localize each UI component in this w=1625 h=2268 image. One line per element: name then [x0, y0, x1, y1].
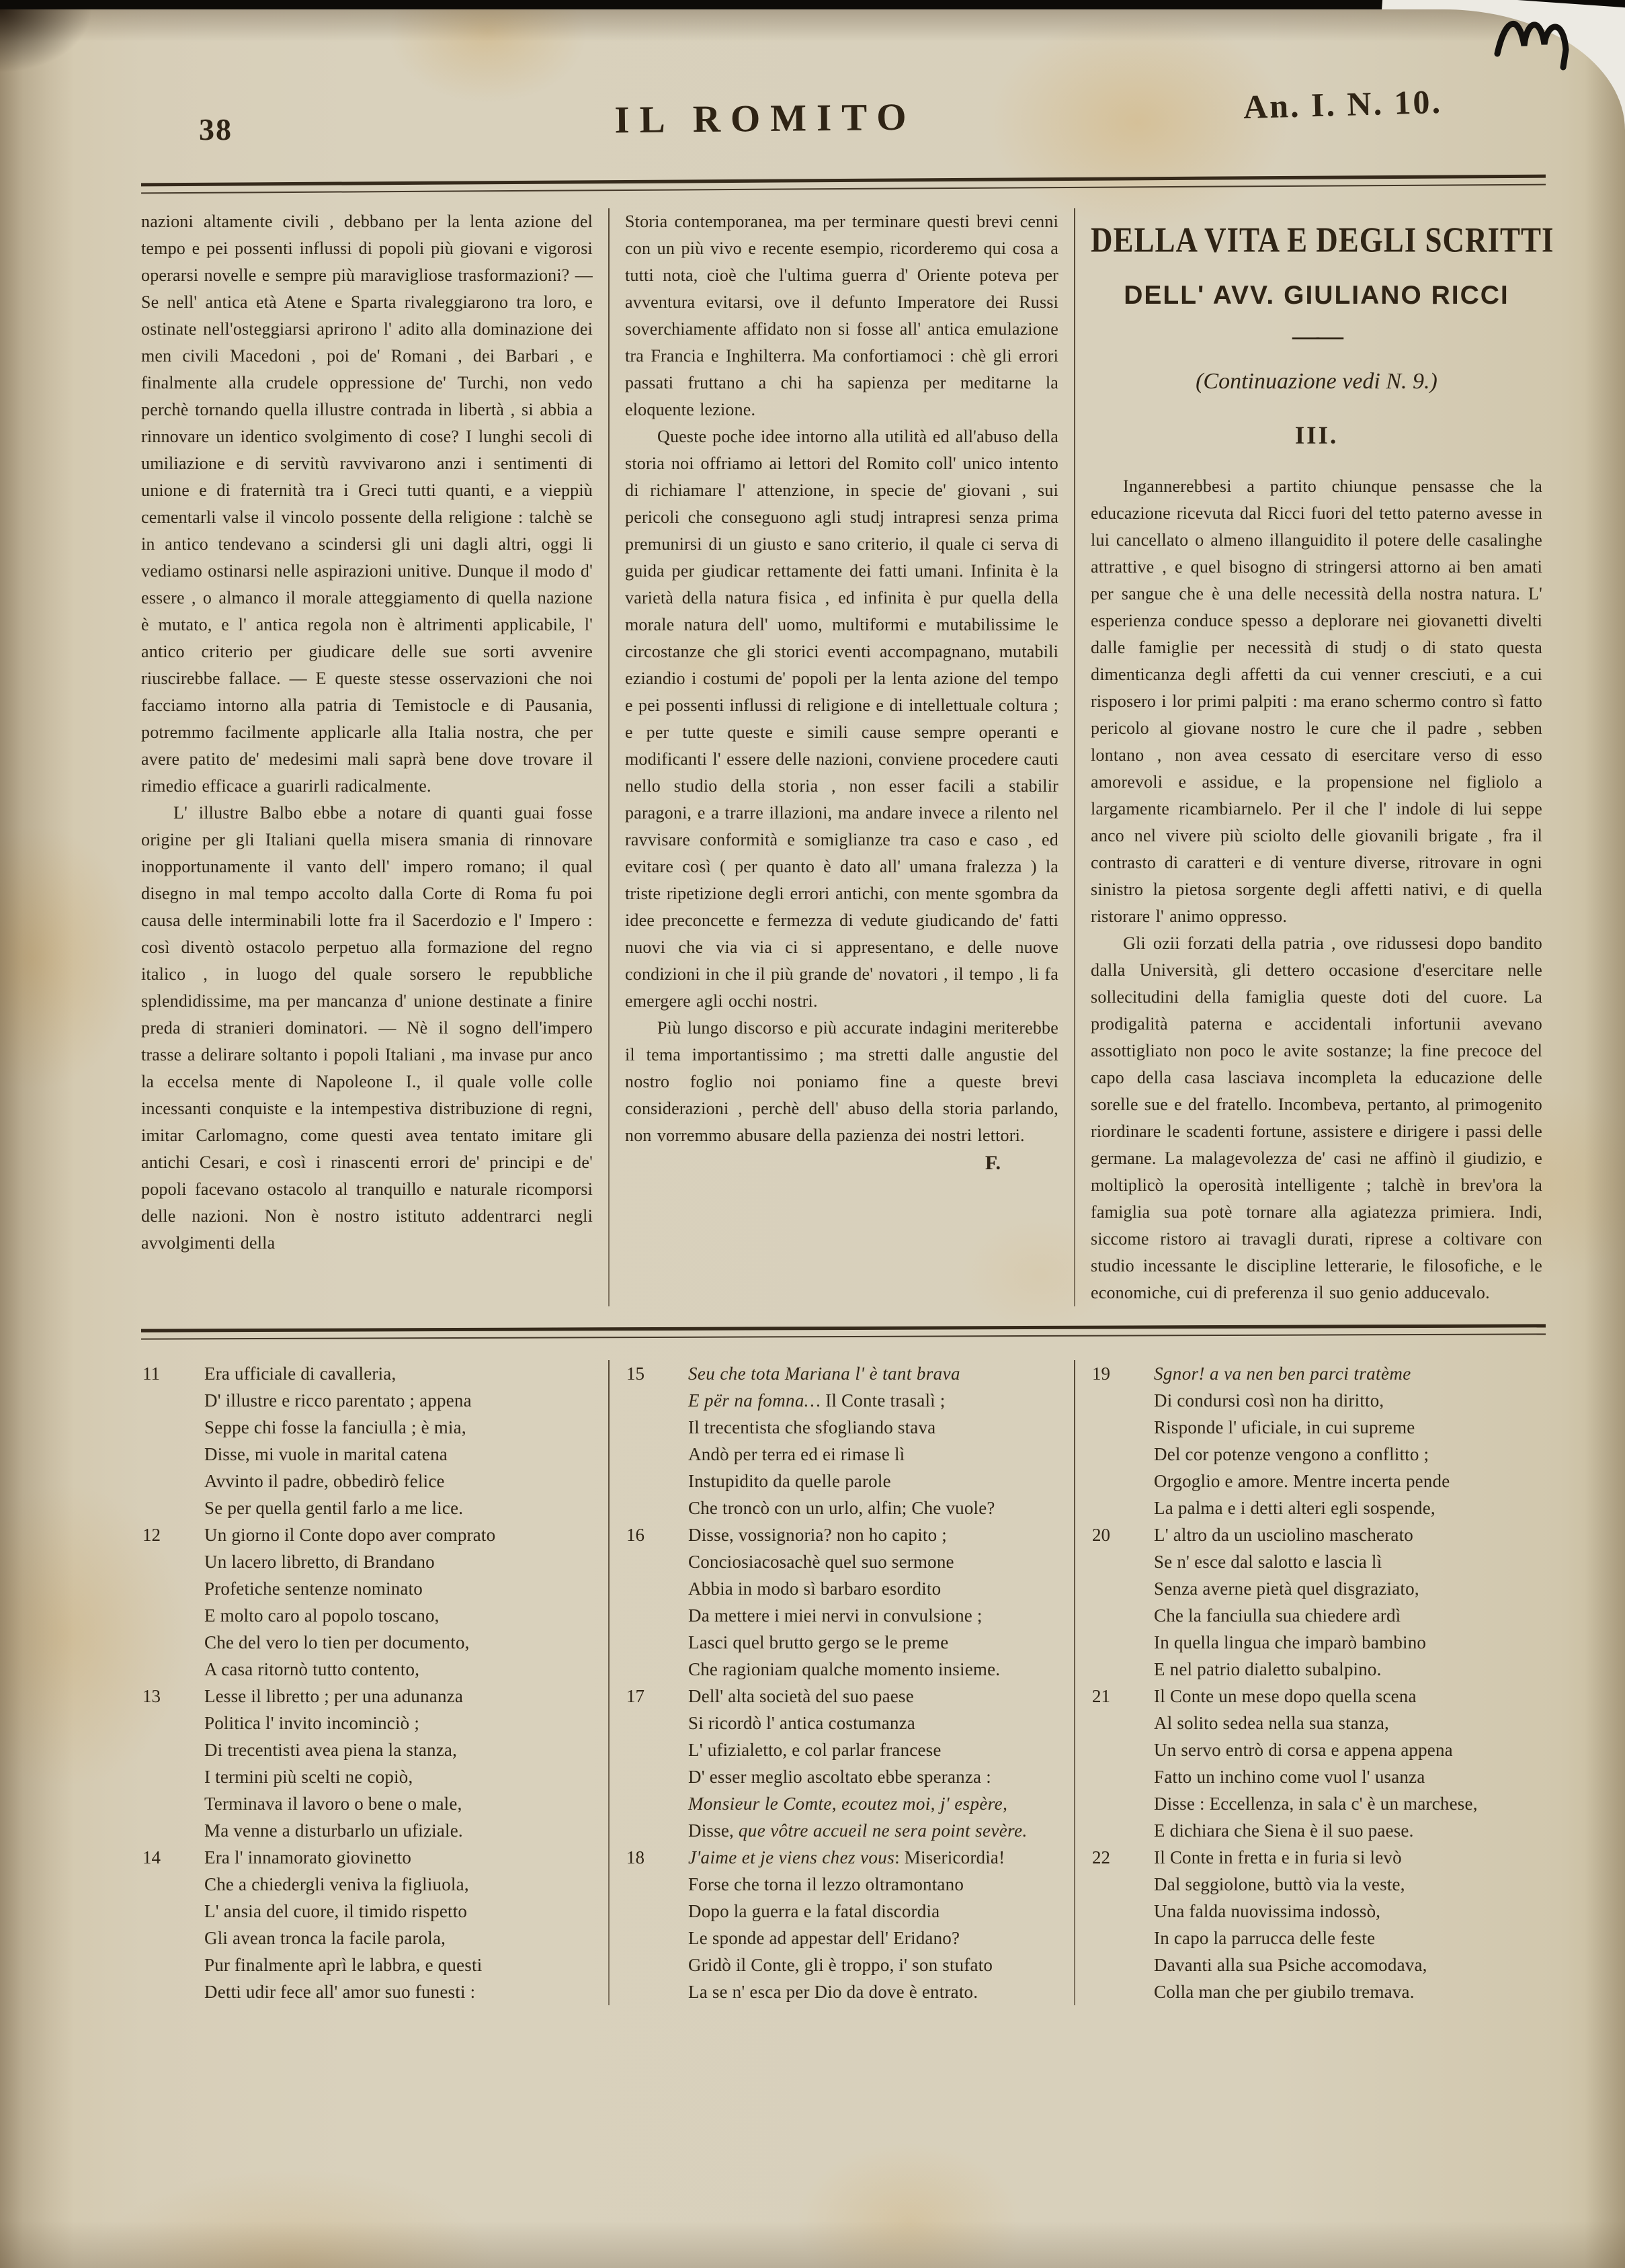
- verse-segment: Le sponde ad appestar dell' Eridano?: [688, 1928, 960, 1948]
- verse-line: [1154, 1548, 1542, 1575]
- verse-line: [1154, 1602, 1542, 1629]
- masthead-title: IL ROMITO: [614, 95, 917, 142]
- verse-segment: Ma venne a disturbarlo un ufiziale.: [204, 1820, 463, 1841]
- stanza: [141, 1360, 593, 1521]
- verse-line: [1154, 1683, 1542, 1710]
- paragraph: Gli ozii forzati della patria , ove ridussesi dopo bandito dalla Università, gli dettero occasione d'esercitare nelle sollecitudini della famiglia queste doti del cuore. La prodigalità paterna e accidentali infortunii avevano assottigliato non poco le avite sostanze; la fine precoce del capo della casa lasciava incompleta la educazione delle sorelle sue e del fratello. Incombeva, pertanto, al primogenito riordinare le scadenti fortune, assistere e dirigere i passi delle germane. La malagevolezza de' casi ne affinò il giudizio, e moltiplicò la operosità intelligente ; talchè in brev'ora la famiglia sua potè tornare alla agiatezza primiera. Indi, siccome ristoro ai travagli durati, riprese a coltivare con studio incessante le discipline letterarie, le filosofiche, e le economiche, cui di preferenza il suo genio adducevalo.: [1091, 933, 1542, 1302]
- verse-line: [1154, 1629, 1542, 1656]
- verse-segment: D' esser meglio ascoltato ebbe speranza :: [688, 1767, 991, 1787]
- stanza-number: 17: [626, 1686, 644, 1706]
- verse-line: [204, 1844, 593, 1871]
- verse-line: [1154, 1736, 1542, 1763]
- poem-section-rule: [141, 1324, 1546, 1339]
- verse-line: [204, 1710, 593, 1736]
- stanza-number: 19: [1092, 1363, 1110, 1384]
- page-header: [0, 9, 1625, 190]
- verse-segment: Davanti alla sua Psiche accomodava,: [1154, 1955, 1427, 1975]
- verse-line: [1154, 1978, 1542, 2005]
- verse-line: [688, 1387, 1058, 1414]
- verse-line: [204, 1656, 593, 1683]
- article-signature: F.: [985, 1152, 1001, 1174]
- stanza: [1091, 1683, 1542, 1844]
- verse-segment: L' altro da un usciolino mascherato: [1154, 1525, 1414, 1545]
- verse-line: [204, 1468, 593, 1495]
- verse-line: [204, 1763, 593, 1790]
- article-body: [1091, 473, 1542, 1306]
- verse-line: [1154, 1925, 1542, 1951]
- verse-line: [204, 1495, 593, 1521]
- verse-segment: Che ragioniam qualche momento insieme.: [688, 1659, 1001, 1679]
- paragraph: Ingannerebbesi a partito chiunque pensasse che la educazione ricevuta dal Ricci fuori del tetto paterno avesse in lui cancellato o almeno illanguidito il potere delle casalinghe attrattive , e quel bisogno di stringersi attorno ai ben amati per sangue che è una delle necessità della nostra natura. L' esperienza conduce spesso a deplorare nei giovanetti divelti dalle famiglie per necessità di studj o di stato questa dimenticanza degli affetti da cui venner cresciuti, e a cui risposero i lor primi palpiti : ma erano schermo contro sì fatto pericolo al giovane nostro le cure che il padre , sebben lontano , non avea cessato di esercitare verso di esso amorevoli e assidue, e la propensione nel figliolo a largamente ricambiarnelo. Per il che l' indole di lui seppe anco nel vivere più sciolto delle giovanili brigate , fra il contrasto di caratteri e di venture diverse, ritrovare in ogni sinistro la pietosa sorgente degli affetti nativi, e di quella ristorare l' animo oppresso.: [1091, 476, 1542, 926]
- verse-segment: Di trecentisti avea piena la stanza,: [204, 1740, 458, 1760]
- verse-line: [688, 1602, 1058, 1629]
- verse-line: [1154, 1817, 1542, 1844]
- verse-line: [1154, 1575, 1542, 1602]
- verse-line: [1154, 1656, 1542, 1683]
- verse-line: [204, 1575, 593, 1602]
- verse-segment: Avvinto il padre, obbedirò felice: [204, 1471, 445, 1491]
- verse-segment: Lesse il libretto ; per una adunanza: [204, 1686, 464, 1706]
- verse-line: [1154, 1871, 1542, 1898]
- column-separator: [608, 208, 610, 1306]
- verse-line: [1154, 1387, 1542, 1414]
- verse-segment: Fatto un inchino come vuol l' usanza: [1154, 1767, 1425, 1787]
- stanza-number: 12: [142, 1525, 161, 1545]
- verse-line: [204, 1548, 593, 1575]
- verse-segment: Che troncò con un urlo, alfin; Che vuole?: [688, 1498, 995, 1518]
- verse-line: [1154, 1844, 1542, 1871]
- main-columns: [141, 208, 1554, 1306]
- verse-segment: Se per quella gentil farlo a me lice.: [204, 1498, 464, 1518]
- paragraph: nazioni altamente civili , debbano per la lenta azione del tempo e pei possenti influssi di popoli più giovani e vigorosi operarsi novelle e sempre più maravigliose trasformazioni? — Se nell' antica età Atene e Sparta rivaleggiarono tra loro, e ostinate nell'osteggiarsi aprirono l' adito alla dominazione dei men civili Macedoni , poi de' Romani , dei Barbari , e finalmente alla crudele oppressione de' Turchi, non vedo perchè tornando quella illustre contrada in libertà , si abbia a rinnovare un identico svolgimento di cose? I lunghi secoli di umiliazione e di servitù ravvivarono anzi i sentimenti di unione e di fraternità tra i Greci tutti quanti, e a vieppiù cementarli valse il vincolo possente della religione : talchè se in antico tendevano a scindersi gli uni dagli altri, oggi li vediamo ostinarsi nelle aspirazioni unitive. Dunque il modo d' essere , o almanco il morale atteggiamento di quella nazione è mutato, e l' antica regola non è altrimenti applicabile, l' antico criterio per giudicare delle sue sorti avvenire riuscirebbe fallace. — E queste stesse osservazioni che noi facciamo intorno alla patria di Temistocle e di Pausania, potremmo facilmente applicarle alla Italia nostra, che per avere patito de' medesimi mali saprà bene dove trovare il rimedio efficace a guarirli radicalmente.: [141, 212, 593, 796]
- verse-line: [688, 1817, 1058, 1844]
- verse-line: [1154, 1414, 1542, 1441]
- verse-segment: Instupidito da quelle parole: [688, 1471, 891, 1491]
- verse-segment: Al solito sedea nella sua stanza,: [1154, 1713, 1389, 1733]
- poem-column-middle: [625, 1360, 1058, 2005]
- verse-line: [204, 1387, 593, 1414]
- verse-segment: La se n' esca per Dio da dove è entrato.: [688, 1982, 978, 2002]
- article-continuation-note: (Continuazione vedi N. 9.): [1196, 369, 1438, 394]
- verse-segment: Orgoglio e amore. Mentre incerta pende: [1154, 1471, 1450, 1491]
- poem-columns: [141, 1360, 1544, 2005]
- article-column-middle: [625, 208, 1058, 1306]
- stanza: [1091, 1360, 1542, 1521]
- verse-line: [204, 1441, 593, 1468]
- poem-column-separator: [1074, 1360, 1075, 2005]
- verse-line: [688, 1629, 1058, 1656]
- verse-line: [688, 1736, 1058, 1763]
- verse-line: [1154, 1441, 1542, 1468]
- verse-line: [688, 1844, 1058, 1871]
- verse-line: [204, 1414, 593, 1441]
- stanza: [141, 1844, 593, 2005]
- verse-segment: Una falda nuovissima indossò,: [1154, 1901, 1381, 1921]
- verse-segment: Pur finalmente aprì le labbra, e questi: [204, 1955, 483, 1975]
- stanza-number: 11: [142, 1363, 160, 1384]
- verse-segment: Disse,: [688, 1820, 739, 1841]
- verse-segment: Politica l' invito incominciò ;: [204, 1713, 420, 1733]
- verse-segment: Seu che tota Mariana l' è tant brava: [688, 1363, 960, 1384]
- verse-segment: E nel patrio dialetto subalpino.: [1154, 1659, 1382, 1679]
- handwritten-ink-mark-icon: [1488, 3, 1602, 83]
- verse-segment: : Misericordia!: [894, 1847, 1005, 1867]
- verse-line: [688, 1548, 1058, 1575]
- stanza-number: 13: [142, 1686, 161, 1706]
- stanza-number: 18: [626, 1847, 644, 1867]
- verse-segment: Di condursi così non ha diritto,: [1154, 1390, 1384, 1411]
- verse-segment: Dal seggiolone, buttò via la veste,: [1154, 1874, 1405, 1894]
- verse-segment: Il trecentista che sfogliando stava: [688, 1417, 936, 1437]
- verse-segment: Un servo entrò di corsa e appena appena: [1154, 1740, 1453, 1760]
- verse-segment: E për na fomna…: [688, 1390, 821, 1411]
- page-number: 38: [199, 112, 233, 146]
- stanza-number: 22: [1092, 1847, 1110, 1867]
- verse-segment: Seppe chi fosse la fanciulla ; è mia,: [204, 1417, 466, 1437]
- verse-line: [688, 1683, 1058, 1710]
- poem-section-rule-wrap: [141, 1324, 1546, 1339]
- verse-line: [1154, 1521, 1542, 1548]
- verse-segment: Un giorno il Conte dopo aver comprato: [204, 1525, 496, 1545]
- verse-segment: Lasci quel brutto gergo se le preme: [688, 1632, 949, 1652]
- stanza: [1091, 1844, 1542, 2005]
- verse-segment: Andò per terra ed ei rimase lì: [688, 1444, 905, 1464]
- verse-line: [204, 1951, 593, 1978]
- verse-line: [688, 1575, 1058, 1602]
- verse-segment: E molto caro al popolo toscano,: [204, 1605, 440, 1626]
- verse-line: [1154, 1763, 1542, 1790]
- verse-segment: A casa ritornò tutto contento,: [204, 1659, 420, 1679]
- verse-segment: Dell' alta società del suo paese: [688, 1686, 914, 1706]
- verse-line: [1154, 1468, 1542, 1495]
- stanza: [141, 1683, 593, 1844]
- verse-segment: In capo la parrucca delle feste: [1154, 1928, 1376, 1948]
- verse-line: [688, 1710, 1058, 1736]
- article-section-number: III.: [1294, 422, 1339, 450]
- verse-line: [1154, 1495, 1542, 1521]
- verse-line: [688, 1951, 1058, 1978]
- column-separator: [1074, 208, 1075, 1306]
- verse-segment: Un lacero libretto, di Brandano: [204, 1552, 435, 1572]
- verse-line: [688, 1763, 1058, 1790]
- verse-line: [688, 1898, 1058, 1925]
- verse-segment: Monsieur le Comte, ecoutez moi, j' espère,: [688, 1794, 1008, 1814]
- verse-segment: L' ansia del cuore, il timido rispetto: [204, 1901, 468, 1921]
- stanza: [625, 1360, 1058, 1521]
- verse-segment: Conciosiacosachè quel suo sermone: [688, 1552, 954, 1572]
- verse-segment: Il Conte in fretta e in furia si levò: [1154, 1847, 1402, 1867]
- verse-segment: J'aime et je viens chez vous: [688, 1847, 895, 1867]
- verse-segment: Che a chiedergli veniva la figliuola,: [204, 1874, 469, 1894]
- verse-line: [1154, 1898, 1542, 1925]
- verse-line: [204, 1790, 593, 1817]
- verse-segment: Disse, mi vuole in marital catena: [204, 1444, 448, 1464]
- verse-segment: Senza averne pietà quel disgraziato,: [1154, 1579, 1419, 1599]
- verse-segment: Gridò il Conte, gli è troppo, i' son stufato: [688, 1955, 993, 1975]
- stanza: [625, 1683, 1058, 1844]
- verse-segment: Colla man che per giubilo tremava.: [1154, 1982, 1415, 2002]
- article-title-divider: ——: [1292, 321, 1341, 351]
- verse-segment: Abbia in modo sì barbaro esordito: [688, 1579, 942, 1599]
- paragraph: Storia contemporanea, ma per terminare questi brevi cenni con un più vivo e recente esempio, ricorderemo qui cosa a tutti nota, cioè che l'ultima guerra d' Oriente poteva per avventura evitarsi, ove il defunto Imperatore dei Russi soverchiamente affidato non si fosse all' antica emulazione tra Francia e Inghilterra. Ma confortiamoci : chè gli errori passati fruttano a chi ha sapienza per meditarne la eloquente lezione.: [625, 212, 1058, 419]
- verse-segment: Era l' innamorato giovinetto: [204, 1847, 412, 1867]
- verse-segment: Risponde l' uficiale, in cui supreme: [1154, 1417, 1415, 1437]
- verse-line: [688, 1790, 1058, 1817]
- article-column-right: [1091, 208, 1554, 1306]
- verse-segment: Terminava il lavoro o bene o male,: [204, 1794, 462, 1814]
- verse-segment: Forse che torna il lezzo oltramontano: [688, 1874, 964, 1894]
- verse-segment: Disse, vossignoria? non ho capito ;: [688, 1525, 947, 1545]
- verse-segment: Era ufficiale di cavalleria,: [204, 1363, 397, 1384]
- verse-segment: Che del vero lo tien per documento,: [204, 1632, 470, 1652]
- verse-segment: La palma e i detti alteri egli sospende,: [1154, 1498, 1435, 1518]
- verse-line: [1154, 1710, 1542, 1736]
- article-column-middle-text: [625, 208, 1058, 1149]
- verse-segment: Il Conte trasalì ;: [821, 1390, 946, 1411]
- verse-line: [688, 1414, 1058, 1441]
- verse-segment: L' ufizialetto, e col parlar francese: [688, 1740, 942, 1760]
- stanza-number: 16: [626, 1525, 644, 1545]
- stanza: [141, 1521, 593, 1683]
- verse-line: [204, 1817, 593, 1844]
- article-title-line2: DELL' AVV. GIULIANO RICCI: [1124, 281, 1509, 310]
- verse-line: [688, 1656, 1058, 1683]
- verse-line: [204, 1683, 593, 1710]
- verse-line: [204, 1978, 593, 2005]
- page: [0, 9, 1625, 2268]
- verse-segment: Che la fanciulla sua chiedere ardì: [1154, 1605, 1401, 1626]
- stanza: [625, 1521, 1058, 1683]
- issue-number: An. I. N. 10.: [1243, 82, 1443, 126]
- verse-segment: Profetiche sentenze nominato: [204, 1579, 423, 1599]
- verse-line: [204, 1898, 593, 1925]
- verse-segment: E dichiara che Siena è il suo paese.: [1154, 1820, 1414, 1841]
- stanza-number: 15: [626, 1363, 644, 1384]
- verse-line: [688, 1978, 1058, 2005]
- verse-segment: D' illustre e ricco parentato ; appena: [204, 1390, 472, 1411]
- paragraph: L' illustre Balbo ebbe a notare di quanti guai fosse origine per gli Italiani quella misera smania di rinnovare inopportunamente il vanto dell' impero romano; il qual disegno in mal tempo accolto dalla Corte di Roma fu poi causa delle interminabili lotte fra il Sacerdozio e l' Impero : così diventò ostacolo perpetuo alla formazione del regno italico , in luogo del quale sorsero le repubbliche splendidissime, ma per mancanza d' unione destinate a finire preda di stranieri dominatori. — Nè il sogno dell'impero trasse a delirare soltanto i popoli Italiani , ma invase pur anco la eccelsa mente di Napoleone I., il quale volle colle incessanti conquiste e la intempestiva distribuzione di regni, imitar Carlomagno, come questi avea tentato imitare gli antichi Cesari, e così i rinascenti errori de' principi e de' popoli facevano ostacolo al tranquillo e naturale ricomporsi delle nazioni. Non è nostro istituto addentrarci negli avvolgimenti della: [141, 803, 593, 1253]
- verse-line: [204, 1736, 593, 1763]
- verse-line: [688, 1495, 1058, 1521]
- article-title-line1: DELLA VITA E DEGLI SCRITTI: [1091, 220, 1554, 260]
- verse-segment: Il Conte un mese dopo quella scena: [1154, 1686, 1417, 1706]
- article-column-left: [141, 208, 593, 1306]
- verse-line: [688, 1521, 1058, 1548]
- poem-column-right: [1091, 1360, 1542, 2005]
- verse-line: [688, 1468, 1058, 1495]
- verse-line: [204, 1629, 593, 1656]
- stanza: [625, 1844, 1058, 2005]
- verse-line: [204, 1521, 593, 1548]
- verse-line: [1154, 1790, 1542, 1817]
- header-rule: [141, 175, 1546, 194]
- verse-segment: Dopo la guerra e la fatal discordia: [688, 1901, 940, 1921]
- verse-segment: Del cor potenze vengono a conflitto ;: [1154, 1444, 1429, 1464]
- paragraph: Queste poche idee intorno alla utilità ed all'abuso della storia noi offriamo ai lettori del Romito coll' unico intento di richiamare l' attenzione, in specie de' giovani , sui pericoli che conseguono agli studj intrapresi senza prima premunirsi di un giusto e sano criterio, il quale ci serva di guida per giudicar rettamente dei fatti umani. Infinita è la varietà della natura fisica , ed infinita è pur quella della morale natura dell' uomo, multiformi e mutabilissime le circostanze che gli storici eventi accompagnano, mutabili eziandio i costumi de' popoli per la lenta azione del tempo e pei possenti influssi di religione e di intellettuale coltura ; e per tutte queste e simili cause sempre operanti e modificanti l' essere delle nazioni, conviene procedere cauti nello studio della storia , non esser facili a stabilir paragoni, e a trarre illazioni, ma andare invece a rilento nel ravvisare conformità e somiglianze tra caso e caso , ed evitare così ( per quanto è dato all' umana fralezza ) la triste ripetizione degli errori antichi, con mente sgombra da idee preconcette e fermezza di vedute giudicando de' fatti nuovi che via via ci si appresentano, e delle nuove condizioni in che il più grande de' novatori , il tempo , li fa emergere agli occhi nostri.: [625, 427, 1058, 1011]
- paragraph: Più lungo discorso e più accurate indagini meriterebbe il tema importantissimo ; ma stretti dalle angustie del nostro foglio noi poniamo fine a queste brevi considerazioni , perchè dell' abuso della storia parlando, non vorremmo abusare della pazienza dei nostri lettori.: [625, 1018, 1058, 1145]
- verse-line: [204, 1602, 593, 1629]
- poem-column-left: [141, 1360, 593, 2005]
- poem-column-separator: [608, 1360, 610, 2005]
- verse-segment: que vôtre accueil ne sera point sevère.: [738, 1820, 1028, 1841]
- stanza-number: 14: [142, 1847, 161, 1867]
- verse-line: [204, 1871, 593, 1898]
- verse-segment: In quella lingua che imparò bambino: [1154, 1632, 1427, 1652]
- verse-line: [204, 1925, 593, 1951]
- verse-segment: Se n' esce dal salotto e lascia lì: [1154, 1552, 1382, 1572]
- verse-line: [688, 1441, 1058, 1468]
- verse-segment: Detti udir fece all' amor suo funesti :: [204, 1982, 476, 2002]
- verse-line: [688, 1360, 1058, 1387]
- verse-line: [688, 1925, 1058, 1951]
- verse-segment: Disse : Eccellenza, in sala c' è un marchese,: [1154, 1794, 1478, 1814]
- verse-segment: I termini più scelti ne copiò,: [204, 1767, 413, 1787]
- verse-segment: Si ricordò l' antica costumanza: [688, 1713, 915, 1733]
- stanza: [1091, 1521, 1542, 1683]
- verse-line: [204, 1360, 593, 1387]
- verse-line: [1154, 1360, 1542, 1387]
- verse-segment: Da mettere i miei nervi in convulsione ;: [688, 1605, 983, 1626]
- stanza-number: 20: [1092, 1525, 1110, 1545]
- stanza-number: 21: [1092, 1686, 1110, 1706]
- verse-line: [688, 1871, 1058, 1898]
- verse-segment: Sgnor! a va nen ben parci tratème: [1154, 1363, 1411, 1384]
- verse-line: [1154, 1951, 1542, 1978]
- verse-segment: Gli avean tronca la facile parola,: [204, 1928, 446, 1948]
